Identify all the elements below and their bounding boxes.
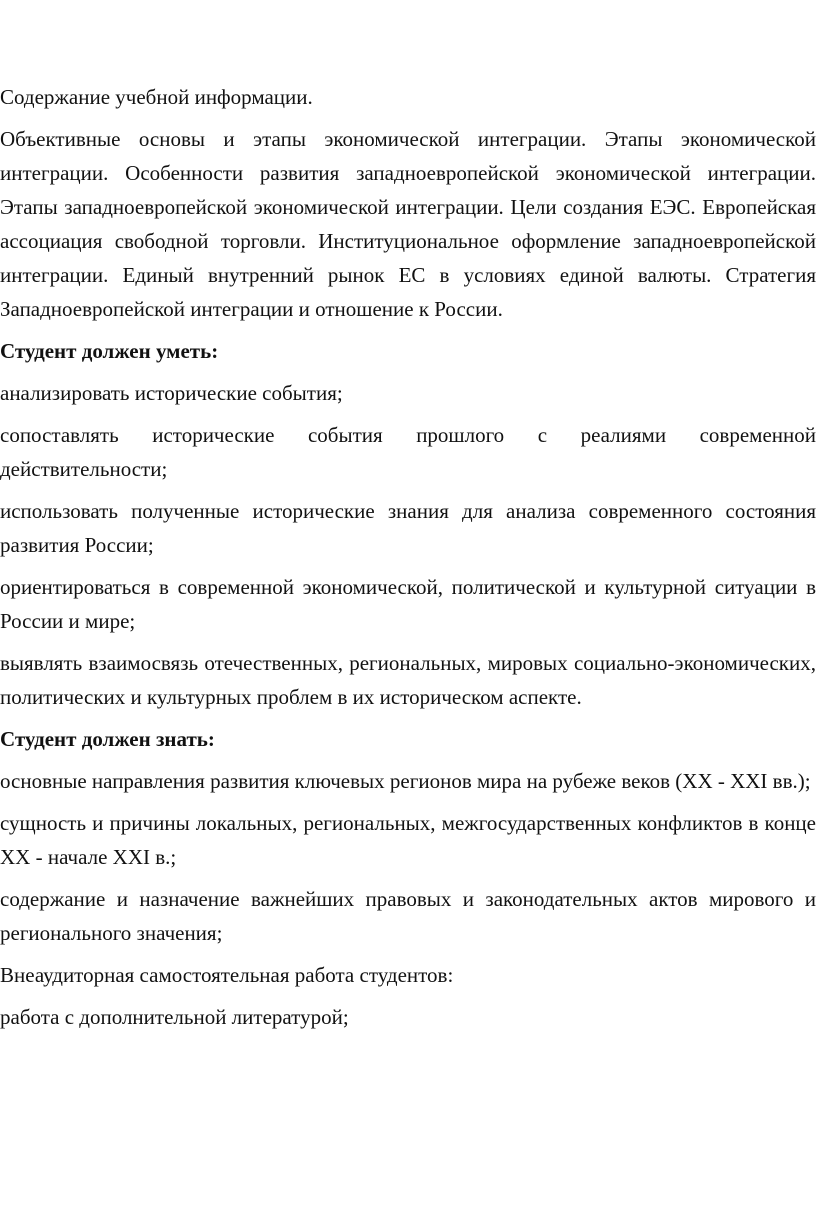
- skill-item: анализировать исторические события;: [0, 381, 343, 405]
- skill-item: использовать полученные исторические знания для анализа современного состояния развития России;: [0, 499, 816, 557]
- knowledge-item: основные направления развития ключевых регионов мира на рубеже веков (XX - XXI вв.);: [0, 769, 811, 793]
- selfwork-item: работа с дополнительной литературой;: [0, 1005, 349, 1029]
- knowledge-heading: Студент должен знать:: [0, 727, 215, 751]
- skill-item: сопоставлять исторические события прошлого с реалиями современной действительности;: [0, 423, 816, 481]
- knowledge-item: сущность и причины локальных, региональных, межгосударственных конфликтов в конце XX - начале XXI в.;: [0, 811, 816, 869]
- knowledge-item: содержание и назначение важнейших правовых и законодательных актов мирового и регионального значения;: [0, 887, 816, 945]
- content-title: Содержание учебной информации.: [0, 85, 313, 109]
- skills-heading: Студент должен уметь:: [0, 339, 219, 363]
- document-page: [0, 80, 816, 1042]
- selfwork-title: Внеаудиторная самостоятельная работа студентов:: [0, 963, 454, 987]
- content-paragraph: Объективные основы и этапы экономической интеграции. Этапы экономической интеграции. Особенности развития западноевропейской экономической интеграции. Этапы западноевропейской экономической интеграции. Цели создания ЕЭС. Европейская ассоциация свободной торговли. Институциональное оформление западноевропейской интеграции. Единый внутренний рынок ЕС в условиях единой валюты. Стратегия Западноевропейской интеграции и отношение к России.: [0, 127, 816, 321]
- skill-item: ориентироваться в современной экономической, политической и культурной ситуации в России и мире;: [0, 575, 816, 633]
- skill-item: выявлять взаимосвязь отечественных, региональных, мировых социально-экономических, политических и культурных проблем в их историческом аспекте.: [0, 651, 816, 709]
